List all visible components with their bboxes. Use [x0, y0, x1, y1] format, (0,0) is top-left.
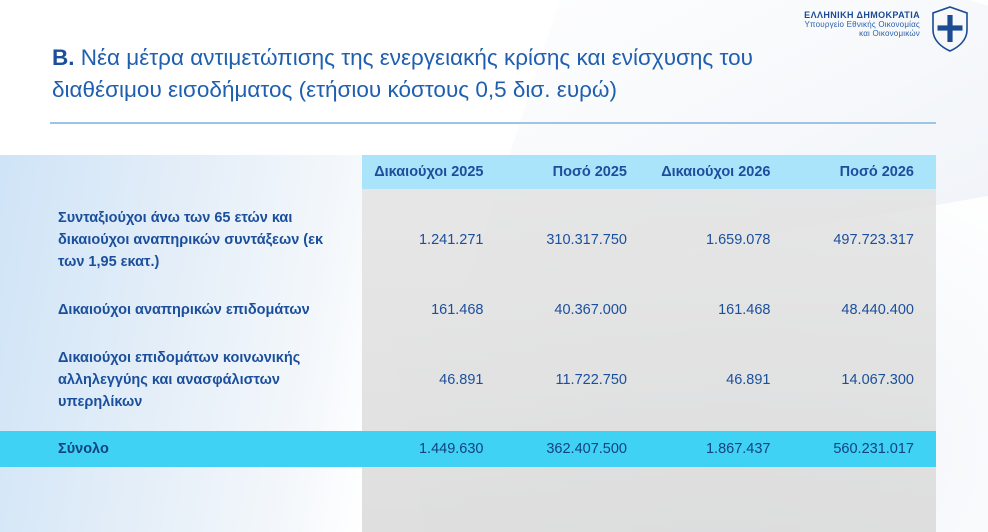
- row-value: 46.891: [726, 372, 771, 389]
- row-value: 40.367.000: [554, 302, 627, 319]
- table-spacer-row: [0, 421, 936, 431]
- emblem-line-republic: ΕΛΛΗΝΙΚΗ ΔΗΜΟΚΡΑΤΙΑ: [804, 10, 920, 20]
- row-label-pensioners: Συνταξιούχοι άνω των 65 ετών και δικαιούχοι αναπηρικών συντάξεων (εκ των 1,95 εκατ.): [58, 210, 324, 271]
- title-divider: [50, 122, 936, 124]
- column-header-beneficiaries-2025: Δικαιούχοι 2025: [362, 155, 506, 189]
- greek-coat-of-arms-icon: [930, 6, 970, 52]
- table-header-row: [0, 155, 936, 189]
- table-row: [0, 291, 936, 329]
- total-value: 362.407.500: [506, 431, 650, 467]
- emblem-line-ministry: Υπουργείο Εθνικής Οικονομίας: [804, 20, 920, 29]
- row-label-total: Σύνολο: [0, 431, 362, 467]
- total-value: 560.231.017: [793, 431, 937, 467]
- page-title: [52, 42, 852, 106]
- row-label-social-solidarity: Δικαιούχοι επιδομάτων κοινωνικής αλληλεγγύης και ανασφάλιστων υπερηλίκων: [58, 350, 301, 411]
- row-label-disability-allowances: Δικαιούχοι αναπηρικών επιδομάτων: [58, 302, 310, 319]
- row-value: 46.891: [439, 372, 484, 389]
- row-value: 1.659.078: [705, 232, 771, 249]
- total-value: 1.867.437: [649, 431, 793, 467]
- table-total-row: [0, 431, 936, 467]
- table-row: [0, 199, 936, 281]
- total-value: 1.449.630: [362, 431, 506, 467]
- title-text: Νέα μέτρα αντιμετώπισης της ενεργειακής κρίσης και ενίσχυσης του διαθέσιμου εισοδήματος (ετήσιου κόστους 0,5 δισ. ευρώ): [52, 45, 753, 102]
- title-marker: Β.: [52, 45, 75, 70]
- column-header-amount-2026: Ποσό 2026: [793, 155, 937, 189]
- column-header-amount-2025: Ποσό 2025: [506, 155, 650, 189]
- emblem-text: [804, 6, 920, 38]
- benefits-table: [0, 155, 936, 467]
- emblem-line-ministry-cont: και Οικονομικών: [859, 29, 920, 38]
- row-value: 161.468: [431, 302, 484, 319]
- table-spacer-row: [0, 189, 936, 199]
- table-spacer-row: [0, 329, 936, 339]
- column-header-blank: [0, 155, 362, 189]
- table-row: [0, 339, 936, 421]
- column-header-beneficiaries-2026: Δικαιούχοι 2026: [649, 155, 793, 189]
- row-value: 497.723.317: [833, 232, 914, 249]
- table-spacer-row: [0, 281, 936, 291]
- row-value: 11.722.750: [555, 372, 627, 389]
- row-value: 14.067.300: [841, 372, 914, 389]
- row-value: 310.317.750: [546, 232, 627, 249]
- row-value: 1.241.271: [418, 232, 484, 249]
- row-value: 48.440.400: [841, 302, 914, 319]
- row-value: 161.468: [718, 302, 771, 319]
